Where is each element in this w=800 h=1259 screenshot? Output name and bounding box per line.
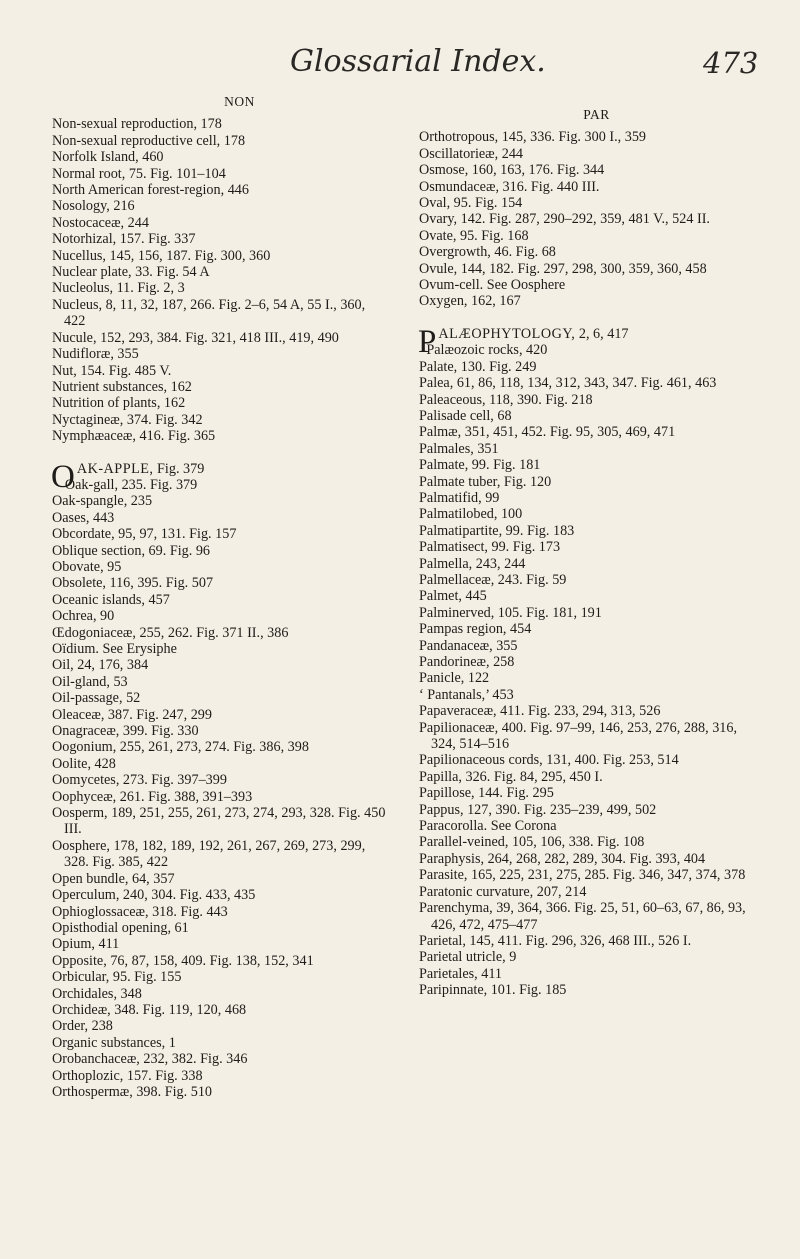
index-entry: Opposite, 76, 87, 158, 409. Fig. 138, 152, 341 xyxy=(52,952,314,969)
index-entry: Palæozoic rocks, 420 xyxy=(426,342,548,359)
index-entry: Oolite, 428 xyxy=(52,755,116,772)
index-entry: Nymphæaceæ, 416. Fig. 365 xyxy=(52,428,216,445)
index-entry: Palmate, 99. Fig. 181 xyxy=(419,457,541,474)
index-entry: Orchideæ, 348. Fig. 119, 120, 468 xyxy=(52,1001,247,1018)
index-entry: Palmet, 445 xyxy=(419,588,487,605)
index-entry: Nutrient substances, 162 xyxy=(52,378,192,395)
page-header xyxy=(0,44,800,84)
index-entry: Parietal utricle, 9 xyxy=(419,949,517,966)
index-entry: Palisade cell, 68 xyxy=(419,407,512,424)
index-entry: Orthotropous, 145, 336. Fig. 300 I., 359 xyxy=(419,129,646,146)
index-entry: Oophyceæ, 261. Fig. 388, 391–393 xyxy=(52,788,253,805)
index-entry: Paratonic curvature, 207, 214 xyxy=(419,883,587,900)
index-entry: Ovum-cell. See Oosphere xyxy=(419,277,566,294)
index-entry: Pampas region, 454 xyxy=(419,621,532,638)
index-entry: Operculum, 240, 304. Fig. 433, 435 xyxy=(52,887,256,904)
index-entry: Opium, 411 xyxy=(52,936,120,953)
index-entry: Obovate, 95 xyxy=(52,558,122,575)
index-entry: Oblique section, 69. Fig. 96 xyxy=(52,542,211,559)
index-entry: Papilionaceous cords, 131, 400. Fig. 253, 514 xyxy=(419,752,679,769)
dropcap-lead: AK-APPLE, xyxy=(76,460,154,477)
index-entry: Normal root, 75. Fig. 101–104 xyxy=(52,165,226,182)
index-entry: Non-sexual reproductive cell, 178 xyxy=(52,132,246,149)
index-entry: Open bundle, 64, 357 xyxy=(52,870,175,887)
index-entry: Oosphere, 178, 182, 189, 192, 261, 267, 269, 273, 299, 328. Fig. 385, 422 xyxy=(52,837,366,871)
index-entry: Oscillatorieæ, 244 xyxy=(419,145,524,162)
index-entry: Panicle, 122 xyxy=(419,670,490,687)
index-entry: Palmatifid, 99 xyxy=(419,489,500,506)
index-entry: Parasite, 165, 225, 231, 275, 285. Fig. 346, 347, 374, 378 xyxy=(419,867,746,884)
index-entry: Orthoplozic, 157. Fig. 338 xyxy=(52,1067,203,1084)
index-entry: Paripinnate, 101. Fig. 185 xyxy=(419,982,567,999)
index-column-left xyxy=(52,94,387,1100)
page-number: 473 xyxy=(703,46,759,80)
index-entry: Papilla, 326. Fig. 84, 295, 450 I. xyxy=(419,768,603,785)
index-entry: Order, 238 xyxy=(52,1018,113,1035)
index-entry: Palmate tuber, Fig. 120 xyxy=(419,473,552,490)
index-entry: Paraphysis, 264, 268, 282, 289, 304. Fig. 393, 404 xyxy=(419,850,706,867)
index-entry: Oomycetes, 273. Fig. 397–399 xyxy=(52,772,227,789)
dropcap-rest: Fig. 379 xyxy=(153,460,205,477)
index-entry: North American forest-region, 446 xyxy=(52,182,249,199)
index-entry: Oïdium. See Erysiphe xyxy=(52,641,177,657)
index-entry: Notorhizal, 157. Fig. 337 xyxy=(52,231,196,248)
index-entry: Palmellaceæ, 243. Fig. 59 xyxy=(419,571,567,588)
index-entry: Nucule, 152, 293, 384. Fig. 321, 418 III., 419, 490 xyxy=(52,329,339,346)
index-entry: Ophioglossaceæ, 318. Fig. 443 xyxy=(52,903,228,920)
entry-list-n xyxy=(52,116,387,444)
entry-list-o xyxy=(52,477,387,1100)
dropcap-rest: 2, 6, 417 xyxy=(575,325,629,342)
running-head-right: PAR xyxy=(583,107,610,122)
index-entry: Palminerved, 105. Fig. 181, 191 xyxy=(419,604,602,621)
index-entry: Palmatipartite, 99. Fig. 183 xyxy=(419,522,575,539)
index-entry: Oleaceæ, 387. Fig. 247, 299 xyxy=(52,706,212,723)
page-title: Glossarial Index. xyxy=(290,44,546,79)
index-entry: Palmæ, 351, 451, 452. Fig. 95, 305, 469, 471 xyxy=(419,424,676,441)
index-entry: Œdogoniaceæ, 255, 262. Fig. 371 II., 386 xyxy=(52,624,289,641)
index-entry: Palmales, 351 xyxy=(419,440,499,457)
index-entry: Papillose, 144. Fig. 295 xyxy=(419,785,554,802)
index-entry: Papaveraceæ, 411. Fig. 233, 294, 313, 526 xyxy=(419,703,661,720)
index-entry: Nucleus, 8, 11, 32, 187, 266. Fig. 2–6, 54 A, 55 I., 360, 422 xyxy=(52,296,366,330)
index-entry: Opisthodial opening, 61 xyxy=(52,919,189,936)
index-entry: Ovate, 95. Fig. 168 xyxy=(419,227,529,244)
index-entry: Nyctagineæ, 374. Fig. 342 xyxy=(52,411,203,428)
index-entry: Ochrea, 90 xyxy=(52,608,115,625)
dropcap-letter: O xyxy=(51,458,75,495)
index-entry: Parietal, 145, 411. Fig. 296, 326, 468 III., 526 I. xyxy=(419,932,692,949)
index-entry: Palate, 130. Fig. 249 xyxy=(419,358,537,375)
index-entry: Nudifloræ, 355 xyxy=(52,346,139,363)
index-entry: Oosperm, 189, 251, 255, 261, 273, 274, 293, 328. Fig. 450 III. xyxy=(52,805,386,838)
index-entry: Oceanic islands, 457 xyxy=(52,591,170,608)
index-entry: Obsolete, 116, 395. Fig. 507 xyxy=(52,575,214,592)
index-entry: Palea, 61, 86, 118, 134, 312, 343, 347. Fig. 461, 463 xyxy=(419,375,717,392)
index-entry: Overgrowth, 46. Fig. 68 xyxy=(419,244,556,261)
index-entry: Oases, 443 xyxy=(52,509,115,526)
index-entry: Parietales, 411 xyxy=(419,965,502,982)
index-entry: Nosology, 216 xyxy=(52,198,135,215)
running-head-left: NON xyxy=(224,94,255,109)
index-entry: Paleaceous, 118, 390. Fig. 218 xyxy=(419,391,593,408)
index-entry: Osmundaceæ, 316. Fig. 440 III. xyxy=(419,178,600,195)
index-entry: Non-sexual reproduction, 178 xyxy=(52,116,222,133)
index-entry: Orthospermæ, 398. Fig. 510 xyxy=(52,1083,213,1100)
index-entry: Oogonium, 255, 261, 273, 274. Fig. 386, 398 xyxy=(52,739,309,756)
entry-list-p xyxy=(419,342,754,998)
index-column-right xyxy=(419,107,754,999)
index-entry: Oil-passage, 52 xyxy=(52,690,141,707)
index-entry: Onagraceæ, 399. Fig. 330 xyxy=(52,723,199,740)
index-entry: Pandorineæ, 258 xyxy=(419,654,515,670)
index-entry: Oak-gall, 235. Fig. 379 xyxy=(64,476,198,493)
index-entry: Obcordate, 95, 97, 131. Fig. 157 xyxy=(52,526,237,543)
index-entry: Osmose, 160, 163, 176. Fig. 344 xyxy=(419,162,605,179)
index-entry: Nucellus, 145, 156, 187. Fig. 300, 360 xyxy=(52,247,271,264)
entry-list-o-cont xyxy=(419,129,754,309)
dropcap-lead: ALÆOPHYTOLOGY, xyxy=(438,325,576,342)
index-entry: Pandanaceæ, 355 xyxy=(419,637,518,654)
index-entry: Oval, 95. Fig. 154 xyxy=(419,195,523,212)
index-entry: Nucleolus, 11. Fig. 2, 3 xyxy=(52,280,185,297)
index-entry: Orbicular, 95. Fig. 155 xyxy=(52,969,182,986)
index-entry: Palmella, 243, 244 xyxy=(419,555,526,572)
index-entry: Ovule, 144, 182. Fig. 297, 298, 300, 359, 360, 458 xyxy=(419,260,707,277)
index-entry: ‘ Pantanals,’ 453 xyxy=(419,686,514,703)
index-entry: Oil-gland, 53 xyxy=(52,673,128,690)
index-entry: Pappus, 127, 390. Fig. 235–239, 499, 502 xyxy=(419,801,657,818)
index-entry: Palmatilobed, 100 xyxy=(419,506,523,523)
index-entry: Nuclear plate, 33. Fig. 54 A xyxy=(52,264,210,281)
index-entry: Palmatisect, 99. Fig. 173 xyxy=(419,539,561,556)
index-entry: Norfolk Island, 460 xyxy=(52,149,164,166)
index-entry: Ovary, 142. Fig. 287, 290–292, 359, 481 V., 524 II. xyxy=(419,211,710,228)
index-entry: Nut, 154. Fig. 485 V. xyxy=(52,362,172,379)
index-entry: Nutrition of plants, 162 xyxy=(52,395,186,412)
index-entry: Organic substances, 1 xyxy=(52,1034,176,1051)
index-entry: Parallel-veined, 105, 106, 338. Fig. 108 xyxy=(419,834,645,851)
index-entry: Papilionaceæ, 400. Fig. 97–99, 146, 253, 276, 288, 316, 324, 514–516 xyxy=(419,719,738,753)
index-entry: Oil, 24, 176, 384 xyxy=(52,657,149,674)
index-entry: Parenchyma, 39, 364, 366. Fig. 25, 51, 60–63, 67, 86, 93, 426, 472, 475–477 xyxy=(419,900,746,933)
index-entry: Nostocaceæ, 244 xyxy=(52,214,149,231)
index-entry: Orobanchaceæ, 232, 382. Fig. 346 xyxy=(52,1051,248,1068)
dropcap-letter: P xyxy=(418,323,437,360)
index-entry: Paracorolla. See Corona xyxy=(419,818,557,835)
index-entry: Oxygen, 162, 167 xyxy=(419,293,521,310)
index-entry: Orchidales, 348 xyxy=(52,985,142,1002)
index-entry: Oak-spangle, 235 xyxy=(52,493,153,510)
